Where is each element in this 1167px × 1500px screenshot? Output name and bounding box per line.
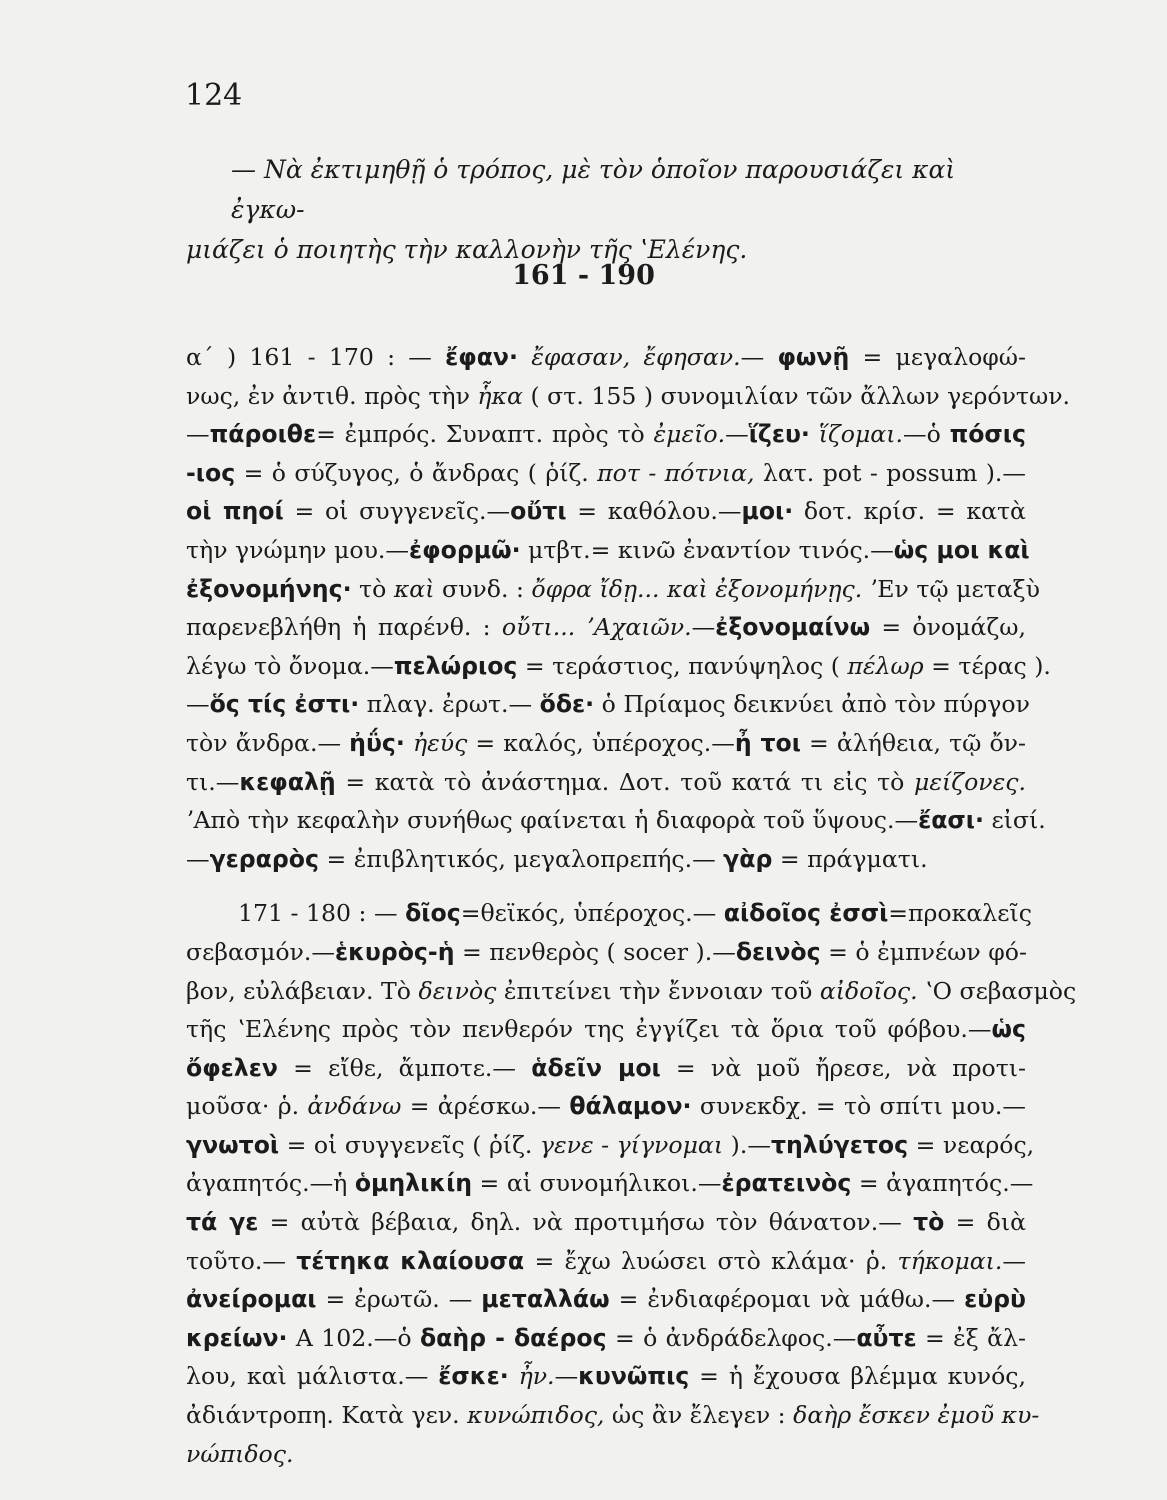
commentary-block-171-180 xyxy=(186,894,1077,1473)
commentary-line: 171 - 180 : — δῖος=θεϊκός, ὑπέροχος.— αἰδοῖος ἐσσὶ=προκαλεῖς xyxy=(238,899,1032,928)
lemma-term: ὡς μοι καὶ xyxy=(893,535,1030,564)
italic-gloss: ἐμεῖο. xyxy=(653,420,726,449)
lemma-term: ἐξονομήνης· xyxy=(186,574,352,603)
lemma-term: ἐρατεινὸς xyxy=(721,1169,852,1198)
commentary-line: ὄφελεν = εἴθε, ἄμποτε.— ἁδεῖν μοι = νὰ μοῦ ἤρεσε, νὰ προτι- xyxy=(186,1053,1026,1082)
commentary-line: τὴν γνώμην μου.—ἐφορμῶ· μτβτ.= κινῶ ἐναντίον τινός.—ὡς μοι καὶ xyxy=(186,535,1030,564)
commentary-line xyxy=(186,1435,1026,1474)
lemma-term: μοι· xyxy=(741,497,794,526)
lemma-term: τά γε xyxy=(186,1208,259,1237)
commentary-line: γνωτοὶ = οἱ συγγενεῖς ( ῥίζ. γενε - γίγνομαι ).—τηλύγετος = νεαρός, xyxy=(186,1130,1035,1159)
italic-gloss: μείζονες. xyxy=(914,767,1026,796)
italic-gloss: γενε - γίγνομαι xyxy=(539,1130,724,1159)
commentary-line: -ιος = ὁ σύζυγος, ὁ ἄνδρας ( ῥίζ. ποτ - πότνια, λατ. pot - possum ).— xyxy=(186,458,1027,487)
lemma-term: τὸ xyxy=(913,1208,945,1237)
lemma-term: κυνῶπις xyxy=(578,1362,690,1391)
commentary-line: τὸν ἄνδρα.— ἠΰς· ἠεύς = καλός, ὑπέροχος.—ἦ τοι = ἀλήθεια, τῷ ὄν- xyxy=(186,728,1026,757)
commentary-block-161-170 xyxy=(186,338,1071,878)
lemma-term: ἔφαν· xyxy=(445,343,518,371)
italic-gloss: πέλωρ xyxy=(847,651,924,680)
italic-gloss: δαὴρ ἔσκεν ἐμοῦ κυ- xyxy=(793,1401,1040,1430)
commentary-line: τά γε = αὐτὰ βέβαια, δηλ. νὰ προτιμήσω τὸν θάνατον.— τὸ = διὰ xyxy=(186,1208,1027,1237)
lemma-term: γὰρ xyxy=(723,844,773,873)
lemma-term: ἐξονομαίνω xyxy=(715,613,871,642)
lemma-term: αὖτε xyxy=(856,1323,917,1352)
italic-gloss: αἰδοῖος. xyxy=(819,976,918,1005)
italic-gloss: δεινὸς xyxy=(418,976,497,1005)
commentary-line: α΄ ) 161 - 170 : — ἔφαν· ἔφασαν, ἔφησαν.— φωνῇ = μεγαλοφώ- xyxy=(186,343,1027,371)
commentary-line: τι.—κεφαλῇ = κατὰ τὸ ἀνάστημα. Δοτ. τοῦ κατά τι εἰς τὸ μείζονες. xyxy=(186,767,1026,796)
lemma-term: τηλύγετος xyxy=(770,1130,909,1159)
lemma-term: οἱ πηοί xyxy=(186,497,284,526)
lemma-term: ἦ τοι xyxy=(734,728,801,757)
lemma-term: γνωτοὶ xyxy=(186,1130,280,1159)
italic-gloss: ἀνδάνω xyxy=(307,1092,402,1121)
lemma-term: οὔτι xyxy=(510,497,567,526)
commentary-line: ἀδιάντροπη. Κατὰ γεν. κυνώπιδος, ὡς ἂν ἔλεγεν : δαὴρ ἔσκεν ἐμοῦ κυ- xyxy=(186,1401,1040,1430)
commentary-line: ʼΑπὸ τὴν κεφαλὴν συνήθως φαίνεται ἡ διαφορὰ τοῦ ὕψους.—ἔασι· εἰσί. xyxy=(186,806,1046,835)
italic-gloss: ἠεύς xyxy=(412,728,468,757)
commentary-line: ἐξονομήνης· τὸ καὶ συνδ. : ὄφρα ἴδῃ... καὶ ἐξονομήνῃς. ʼΕν τῷ μεταξὺ xyxy=(186,574,1041,603)
lemma-term: τέτηκα κλαίουσα xyxy=(296,1246,525,1275)
section-heading: 161 - 190 xyxy=(512,260,655,291)
commentary-line: —γεραρὸς = ἐπιβλητικός, μεγαλοπρεπής.— γὰρ = πράγματι. xyxy=(186,844,928,873)
italic-gloss: ἔφασαν, ἔφησαν. xyxy=(531,343,741,371)
lemma-term: φωνῇ xyxy=(777,343,850,371)
lemma-term: αἰδοῖος ἐσσὶ xyxy=(723,899,889,928)
italic-gloss: ὄφρα ἴδῃ... καὶ ἐξονομήνῃς. xyxy=(531,574,863,603)
italic-gloss: ἧκα xyxy=(477,381,523,410)
commentary-line: μοῦσα· ῥ. ἀνδάνω = ἀρέσκω.— θάλαμον· συνεκδχ. = τὸ σπίτι μου.— xyxy=(186,1092,1026,1121)
prompt-line: μιάζει ὁ ποιητὴς τὴν καλλονὴν τῆς ʽΕλένης. xyxy=(186,235,748,264)
lemma-term: μεταλλάω xyxy=(481,1285,610,1314)
lemma-term: ἐφορμῶ· xyxy=(409,535,521,564)
paragraph-gap xyxy=(186,878,1026,894)
italic-gloss: ἵζομαι. xyxy=(818,420,903,449)
italic-gloss: ἦν. xyxy=(518,1362,555,1391)
italic-gloss: ποτ - πότνια, xyxy=(597,458,755,487)
italic-gloss: κυνώπιδος, xyxy=(467,1401,605,1430)
lemma-term: δῖος xyxy=(405,899,461,928)
commentary-line: τοῦτο.— τέτηκα κλαίουσα = ἔχω λυώσει στὸ κλάμα· ῥ. τήκομαι.— xyxy=(186,1246,1026,1275)
lemma-term: εὐρὺ xyxy=(964,1285,1026,1314)
commentary-line: κρείων· Α 102.—ὁ δαὴρ - δαέρος = ὁ ἀνδράδελφος.—αὖτε = ἐξ ἄλ- xyxy=(186,1323,1026,1352)
commentary-line: —πάροιθε= ἐμπρός. Συναπτ. πρὸς τὸ ἐμεῖο.—ἵζευ· ἵζομαι.—ὁ πόσις xyxy=(186,420,1026,449)
prompt-line: — Νὰ ἐκτιμηθῇ ὁ τρόπος, μὲ τὸν ὁποῖον παρουσιάζει καὶ ἐγκω- xyxy=(231,155,956,224)
lemma-term: ὡς xyxy=(991,1015,1026,1044)
lemma-term: -ιος xyxy=(186,458,236,487)
lemma-term: ἀνείρομαι xyxy=(186,1285,317,1314)
lemma-term: ἔασι· xyxy=(918,806,984,835)
lemma-term: κρείων· xyxy=(186,1323,288,1352)
italic-gloss: οὔτι... ʼΑχαιῶν. xyxy=(501,613,692,642)
lemma-term: ὅς τίς ἐστι· xyxy=(209,690,360,719)
italic-gloss: τήκομαι. xyxy=(897,1246,1003,1275)
lemma-term: ὁμηλικίη xyxy=(354,1169,473,1198)
commentary-line: σεβασμόν.—ἑκυρὸς-ἡ = πενθερὸς ( socer ).—δεινὸς = ὁ ἐμπνέων φό- xyxy=(186,937,1027,966)
commentary-line: νως, ἐν ἀντιθ. πρὸς τὴν ἧκα ( στ. 155 ) συνομιλίαν τῶν ἄλλων γερόντων. xyxy=(186,381,1071,410)
lemma-term: ὅδε· xyxy=(539,690,595,719)
lemma-term: ἠΰς· xyxy=(349,728,405,757)
lemma-term: δεινὸς xyxy=(735,937,821,966)
commentary-line: λέγω τὸ ὄνομα.—πελώριος = τεράστιος, πανύψηλος ( πέλωρ = τέρας ). xyxy=(186,651,1051,680)
commentary-line: —ὅς τίς ἐστι· πλαγ. ἐρωτ.— ὅδε· ὁ Πρίαμος δεικνύει ἀπὸ τὸν πύργον xyxy=(186,690,1030,719)
lemma-term: ὄφελεν xyxy=(186,1053,278,1082)
commentary-line: οἱ πηοί = οἱ συγγενεῖς.—οὔτι = καθόλου.—μοι· δοτ. κρίσ. = κατὰ xyxy=(186,497,1026,526)
commentary-line: βον, εὐλάβειαν. Τὸ δεινὸς ἐπιτείνει τὴν ἔννοιαν τοῦ αἰδοῖος. ʽΟ σεβασμὸς xyxy=(186,976,1077,1005)
italic-gloss: καὶ xyxy=(393,574,435,603)
commentary-line: ἀγαπητός.—ἡ ὁμηλικίη = αἱ συνομήλικοι.—ἐρατεινὸς = ἀγαπητός.— xyxy=(186,1169,1034,1198)
lemma-term: ἑκυρὸς-ἡ xyxy=(334,937,455,966)
lemma-term: ἔσκε· xyxy=(438,1362,509,1391)
lemma-term: ἵζευ· xyxy=(748,420,810,449)
commentary-body xyxy=(186,338,1077,1473)
lemma-term: θάλαμον· xyxy=(569,1092,692,1121)
lemma-term: ἁδεῖν μοι xyxy=(531,1053,661,1082)
page-number: 124 xyxy=(185,78,243,113)
lemma-term: πόσις xyxy=(949,420,1026,449)
lemma-term: γεραρὸς xyxy=(209,844,319,873)
lemma-term: δαὴρ - δαέρος xyxy=(419,1323,607,1352)
lemma-term: πάροιθε xyxy=(209,420,317,449)
commentary-line: ἀνείρομαι = ἐρωτῶ. — μεταλλάω = ἐνδιαφέρομαι νὰ μάθω.— εὐρὺ xyxy=(186,1285,1026,1314)
exercise-prompt xyxy=(186,150,1026,270)
lemma-term: κεφαλῇ xyxy=(239,767,336,796)
lemma-term: πελώριος xyxy=(393,651,518,680)
italic-gloss: νώπιδος. xyxy=(186,1439,294,1468)
commentary-line: παρενεβλήθη ἡ παρένθ. : οὔτι... ʼΑχαιῶν.—ἐξονομαίνω = ὀνομάζω, xyxy=(186,613,1026,642)
commentary-line: τῆς ʽΕλένης πρὸς τὸν πενθερόν της ἐγγίζει τὰ ὅρια τοῦ φόβου.—ὡς xyxy=(186,1015,1026,1044)
commentary-line: λου, καὶ μάλιστα.— ἔσκε· ἦν.—κυνῶπις = ἡ ἔχουσα βλέμμα κυνός, xyxy=(186,1362,1027,1391)
